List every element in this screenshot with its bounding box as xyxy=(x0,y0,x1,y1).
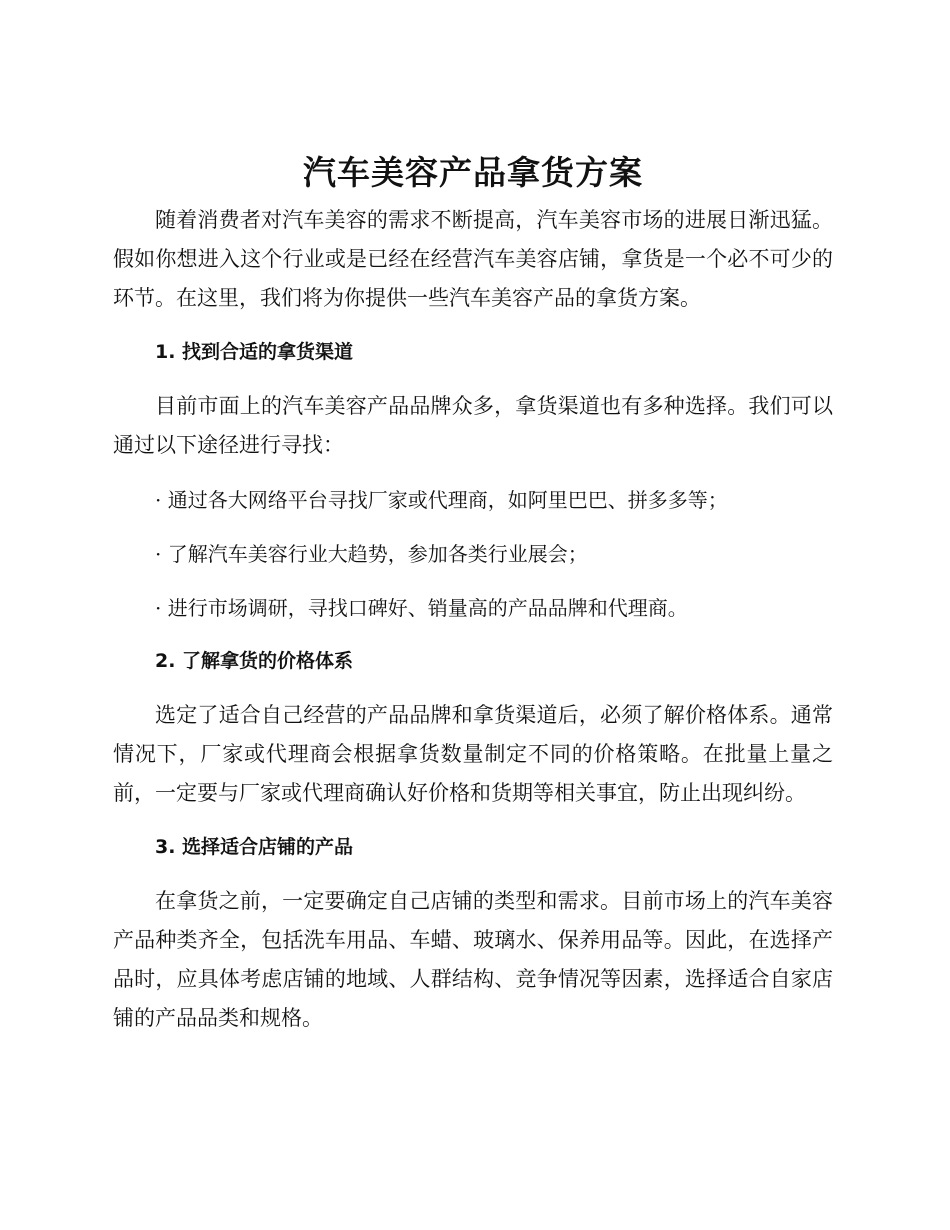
bullet-item: · 了解汽车美容行业大趋势，参加各类行业展会； xyxy=(155,542,588,566)
section-heading: 2. 了解拿货的价格体系 xyxy=(155,650,354,672)
section-paragraph: 选定了适合自己经营的产品品牌和拿货渠道后，必须了解价格体系。通常情况下，厂家或代理商会根据拿货数量制定不同的价格策略。在批量上量之前，一定要与厂家或代理商确认好价格和货期等相关事宜，防止出现纠纷。 xyxy=(113,703,833,805)
section-3 xyxy=(113,830,833,1038)
section-2 xyxy=(113,644,833,813)
section-heading: 1. 找到合适的拿货渠道 xyxy=(155,341,354,363)
section-paragraph: 目前市面上的汽车美容产品品牌众多，拿货渠道也有多种选择。我们可以通过以下途径进行寻找： xyxy=(113,394,833,457)
intro-paragraph: 随着消费者对汽车美容的需求不断提高，汽车美容市场的进展日渐迅猛。假如你想进入这个行业或是已经在经营汽车美容店铺，拿货是一个必不可少的环节。在这里，我们将为你提供一些汽车美容产品的拿货方案。 xyxy=(113,208,833,310)
section-heading: 3. 选择适合店铺的产品 xyxy=(155,836,354,858)
bullet-item: · 进行市场调研，寻找口碑好、销量高的产品品牌和代理商。 xyxy=(155,596,688,620)
bullet-item: · 通过各大网络平台寻找厂家或代理商，如阿里巴巴、拼多多等； xyxy=(155,488,728,512)
section-paragraph: 在拿货之前，一定要确定自己店铺的类型和需求。目前市场上的汽车美容产品种类齐全，包括洗车用品、车蜡、玻璃水、保养用品等。因此，在选择产品时，应具体考虑店铺的地域、人群结构、竞争情况等因素，选择适合自家店铺的产品品类和规格。 xyxy=(113,889,833,1030)
document-page xyxy=(113,145,833,1038)
document-title: 汽车美容产品拿货方案 xyxy=(303,153,643,192)
section-1 xyxy=(113,335,833,627)
